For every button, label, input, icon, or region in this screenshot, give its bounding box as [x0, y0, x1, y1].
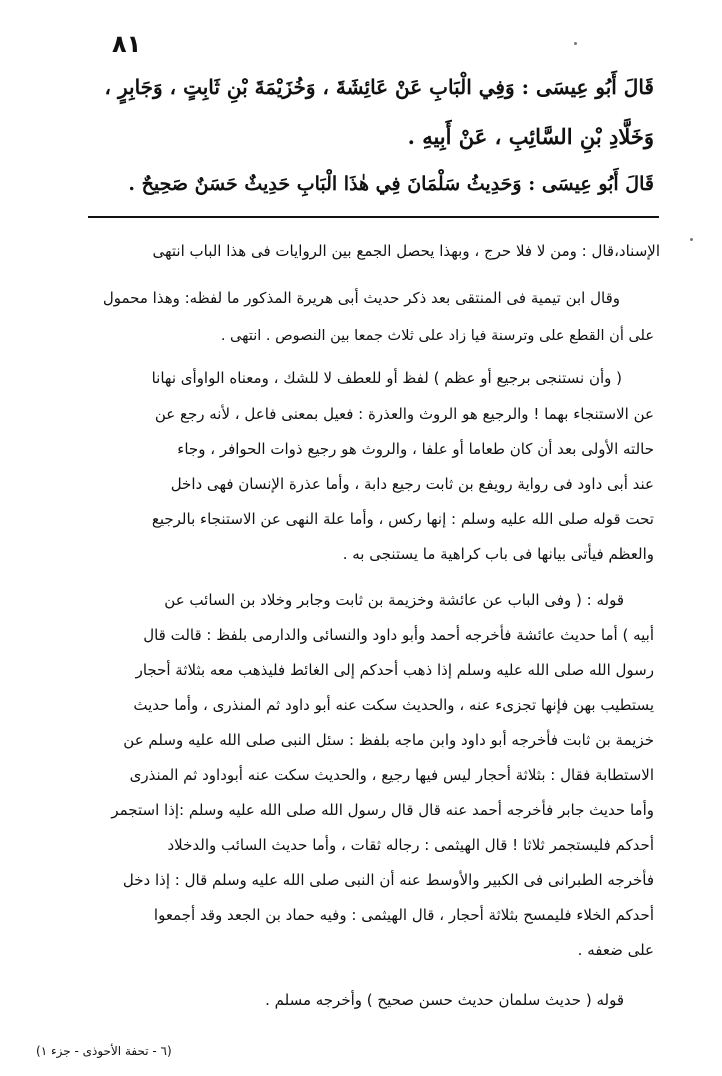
- hadith-line: قَالَ أَبُو عِيسَى : وَفِي الْبَابِ عَنْ عَائِشَةَ ، وَخُزَيْمَةَ بْنِ ثَابِتٍ ، وَجَابِرٍ ،: [104, 75, 654, 99]
- commentary-line: عند أبى داود فى رواية رويفع بن ثابت رجيع دابة ، وأما عذرة الإنسان فهى داخل: [170, 475, 654, 493]
- hadith-line: قَالَ أَبُو عِيسَى : وَحَدِيثُ سَلْمَانَ فِي هٰذَا الْبَابِ حَدِيثٌ حَسَنٌ صَحِيحٌ .: [128, 173, 654, 195]
- commentary-line: وقال ابن تيمية فى المنتقى بعد ذكر حديث أبى هريرة المذكور ما لفظه: وهذا محمول: [102, 289, 620, 307]
- hadith-line: وَخَلَّادِ بْنِ السَّائِبِ ، عَنْ أَبِيهِ .: [407, 124, 654, 149]
- commentary-line: وأما حديث جابر فأخرجه أحمد عنه قال قال رسول الله صلى الله عليه وسلم :إذا استجمر: [111, 801, 654, 819]
- commentary-line: الإسناد،قال : ومن لا فلا حرج ، وبهذا يحصل الجمع بين الروايات فى هذا الباب انتهى: [152, 242, 660, 260]
- commentary-line: أحدكم الخلاء فليمسح بثلاثة أحجار ، قال الهيثمى : وفيه حماد بن الجعد وقد أجمعوا: [153, 906, 654, 924]
- scan-speck: [690, 238, 693, 241]
- commentary-line: والعظم فيأتى بيانها فى باب كراهية ما يستنجى به .: [342, 545, 654, 563]
- scan-speck: [574, 42, 577, 45]
- commentary-line: على أن القطع على وترسنة فيا زاد على ثلاث جمعا بين النصوص . انتهى .: [220, 328, 654, 344]
- commentary-line: حالته الأولى بعد أن كان طعاما أو علفا ، والروث هو رجيع ذوات الحوافر ، وجاء: [177, 440, 654, 458]
- commentary-line: فأخرجه الطبرانى فى الكبير والأوسط عنه أن النبى صلى الله عليه وسلم قال : إذا دخل: [122, 871, 654, 889]
- commentary-line: على ضعفه .: [577, 941, 654, 959]
- commentary-line: أبيه ) أما حديث عائشة فأخرجه أحمد وأبو داود والنسائى والدارمى بلفظ : قالت قال: [143, 626, 654, 644]
- commentary-line: خزيمة بن ثابت فأخرجه أبو داود وابن ماجه بلفظ : سئل النبى صلى الله عليه وسلم عن: [123, 731, 654, 749]
- commentary-line: الاستطابة فقال : بثلاثة أحجار ليس فيها رجيع ، والحديث سكت عنه أبوداود ثم المنذرى: [129, 766, 654, 784]
- commentary-line: قوله ( حديث سلمان حديث حسن صحيح ) وأخرجه مسلم .: [265, 991, 624, 1009]
- commentary-line: ( وأن نستنجى برجيع أو عظم ) لفظ أو للعطف لا للشك ، ومعناه الواوأى نهانا: [151, 369, 622, 387]
- commentary-line: قوله : ( وفى الباب عن عائشة وخزيمة بن ثابت وجابر وخلاد بن السائب عن: [164, 591, 624, 609]
- commentary-line: عن الاستنجاء بهما ! والرجيع هو الروث والعذرة : فعيل بمعنى فاعل ، لأنه رجع عن: [154, 405, 654, 423]
- page-number: ٨١: [112, 30, 142, 58]
- commentary-line: رسول الله صلى الله عليه وسلم إذا ذهب أحدكم إلى الغائط فليذهب معه بثلاثة أحجار: [135, 661, 654, 679]
- commentary-line: تحت قوله صلى الله عليه وسلم : إنها ركس ، وأما علة النهى عن الاستنجاء بالرجيع: [151, 510, 654, 528]
- footer-signature: (٦ - تحفة الأحوذى - جزء ١): [36, 1044, 172, 1058]
- commentary-line: أحدكم فليستجمر ثلاثا ! قال الهيثمى : رجاله ثقات ، وأما حديث السائب والدخلاد: [167, 836, 654, 854]
- section-divider: [88, 216, 659, 218]
- commentary-line: يستطيب بهن فإنها تجزىء عنه ، والحديث سكت عنه أبو داود ثم المنذرى ، وأما حديث: [133, 696, 654, 714]
